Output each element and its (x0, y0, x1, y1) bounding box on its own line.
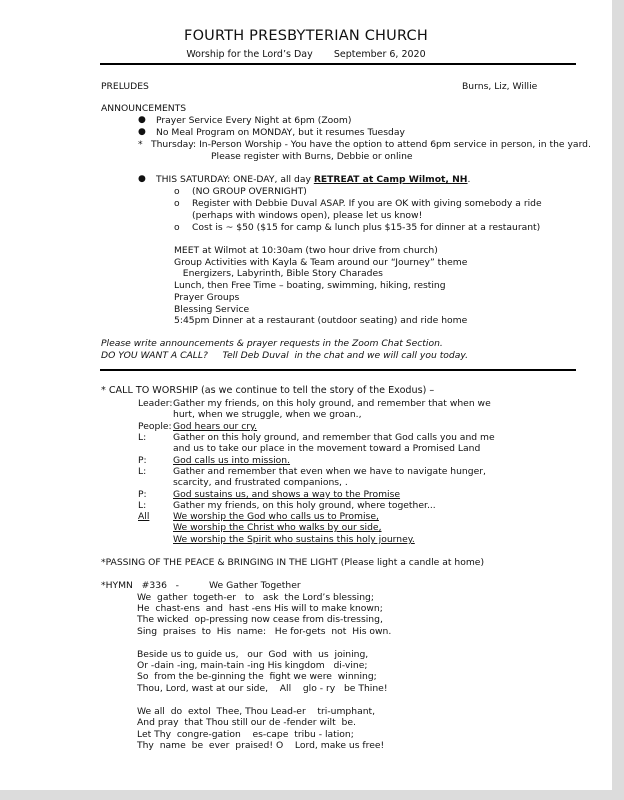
hymn-line: Thou, Lord, wast at our side, All glo - ry be Thine! (137, 683, 388, 694)
bullet-icon: ● (138, 115, 146, 125)
page-shadow-right (612, 0, 624, 800)
church-name: FOURTH PRESBYTERIAN CHURCH (184, 28, 428, 44)
litany-line: scarcity, and frustrated companions, . (173, 477, 348, 488)
circle-bullet-icon: o (174, 186, 180, 197)
passing-of-peace: *PASSING OF THE PEACE & BRINGING IN THE LIGHT (Please light a candle at home) (101, 557, 485, 568)
litany-response: God calls us into mission. (173, 455, 291, 466)
litany-line: Gather my friends, on this holy ground, where together... (173, 500, 436, 511)
hymn-line: We gather togeth-er to ask the Lord’s blessing; (137, 592, 374, 603)
bullet-icon: ● (138, 174, 146, 184)
circle-bullet-icon: o (174, 222, 180, 233)
announcement-item: No Meal Program on MONDAY, but it resumes Tuesday (156, 127, 405, 138)
retreat-subitem: (perhaps with windows open), please let us know! (192, 210, 423, 221)
hymn-line: Thy name be ever praised! O Lord, make us free! (137, 740, 385, 751)
hymn-label: *HYMN #336 - (101, 580, 179, 591)
retreat-subitem: (NO GROUP OVERNIGHT) (192, 186, 307, 197)
litany-response: God hears our cry. (173, 421, 258, 432)
litany-response: We worship the Christ who walks by our side, (173, 522, 382, 533)
retreat-subitem: Register with Debbie Duval ASAP. If you are OK with giving somebody a ride (192, 198, 542, 209)
retreat-subitem: Cost is ~ $50 ($15 for camp & lunch plus $15-35 for dinner at a restaurant) (192, 222, 541, 233)
litany-line: Gather on this holy ground, and remember that God calls you and me (173, 432, 495, 443)
hymn-line: Beside us to guide us, our God with us joining, (137, 649, 369, 660)
preludes-label: PRELUDES (101, 81, 149, 92)
retreat-detail: Prayer Groups (174, 292, 240, 303)
call-to-worship-heading: * CALL TO WORSHIP (as we continue to tell the story of the Exodus) – (101, 385, 435, 396)
litany-response: We worship the Spirit who sustains this holy journey. (173, 534, 415, 545)
speaker-label: L: (138, 432, 147, 443)
circle-bullet-icon: o (174, 198, 180, 209)
retreat-detail: Energizers, Labyrinth, Bible Story Charades (174, 268, 383, 279)
speaker-label: P: (138, 455, 147, 466)
header-divider (100, 63, 576, 65)
prayer-request-note: Please write announcements & prayer requests in the Zoom Chat Section. (101, 338, 443, 349)
page-shadow-bottom (0, 790, 624, 800)
hymn-title: We Gather Together (209, 580, 301, 591)
service-date: September 6, 2020 (333, 49, 426, 60)
litany-response: We worship the God who calls us to Promise, (173, 511, 379, 522)
call-request-note: DO YOU WANT A CALL? Tell Deb Duval in the chat and we will call you today. (101, 350, 469, 361)
hymn-line: Or -dain -ing, main-tain -ing His kingdom di-vine; (137, 660, 368, 671)
hymn-line: And pray that Thou still our de -fender wilt be. (137, 717, 356, 728)
hymn-line: So from the be-ginning the fight we were winning; (137, 671, 377, 682)
hymn-line: Sing praises to His name: He for-gets not His own. (137, 626, 392, 637)
preludes-musicians: Burns, Liz, Willie (462, 81, 538, 92)
retreat-name: RETREAT at Camp Wilmot, NH (313, 174, 468, 185)
service-name: Worship for the Lord’s Day (186, 49, 313, 60)
saturday-retreat (156, 174, 470, 185)
retreat-detail: Group Activities with Kayla & Team around our “Journey” theme (174, 257, 468, 268)
speaker-label: Leader: (138, 398, 173, 409)
retreat-detail: Lunch, then Free Time – boating, swimming, hiking, resting (174, 280, 446, 291)
hymn-line: He chast-ens and hast -ens His will to make known; (137, 603, 383, 614)
speaker-label: L: (138, 500, 147, 511)
asterisk-icon: * (138, 139, 143, 150)
announcement-item: Prayer Service Every Night at 6pm (Zoom) (156, 115, 352, 126)
litany-line: hurt, when we struggle, when we groan., (173, 409, 362, 420)
speaker-label: People: (138, 421, 172, 432)
announcement-item: Thursday: In-Person Worship - You have the option to attend 6pm service in person, in the yard. (151, 139, 591, 150)
retreat-detail: Blessing Service (174, 304, 250, 315)
announcements-label: ANNOUNCEMENTS (101, 103, 187, 114)
speaker-label: P: (138, 489, 147, 500)
service-subtitle (0, 49, 612, 60)
bullet-icon: ● (138, 127, 146, 137)
hymn-line: Let Thy congre-gation es-cape tribu - lation; (137, 729, 354, 740)
hymn-line: The wicked op-pressing now cease from dis-tressing, (137, 614, 383, 625)
litany-line: Gather my friends, on this holy ground, and remember that when we (173, 398, 491, 409)
section-divider (100, 369, 576, 371)
saturday-intro: THIS SATURDAY: ONE-DAY, all day (156, 174, 314, 185)
retreat-period: . (467, 174, 471, 185)
litany-response: God sustains us, and shows a way to the Promise (173, 489, 401, 500)
retreat-detail: MEET at Wilmot at 10:30am (two hour drive from church) (174, 245, 438, 256)
speaker-label: All (138, 511, 150, 522)
litany-line: and us to take our place in the movement toward a Promised Land (173, 443, 481, 454)
retreat-detail: 5:45pm Dinner at a restaurant (outdoor seating) and ride home (174, 315, 468, 326)
speaker-label: L: (138, 466, 147, 477)
announcement-item: Please register with Burns, Debbie or online (211, 151, 413, 162)
litany-line: Gather and remember that even when we have to navigate hunger, (173, 466, 486, 477)
hymn-line: We all do extol Thee, Thou Lead-er tri-umphant, (137, 706, 376, 717)
